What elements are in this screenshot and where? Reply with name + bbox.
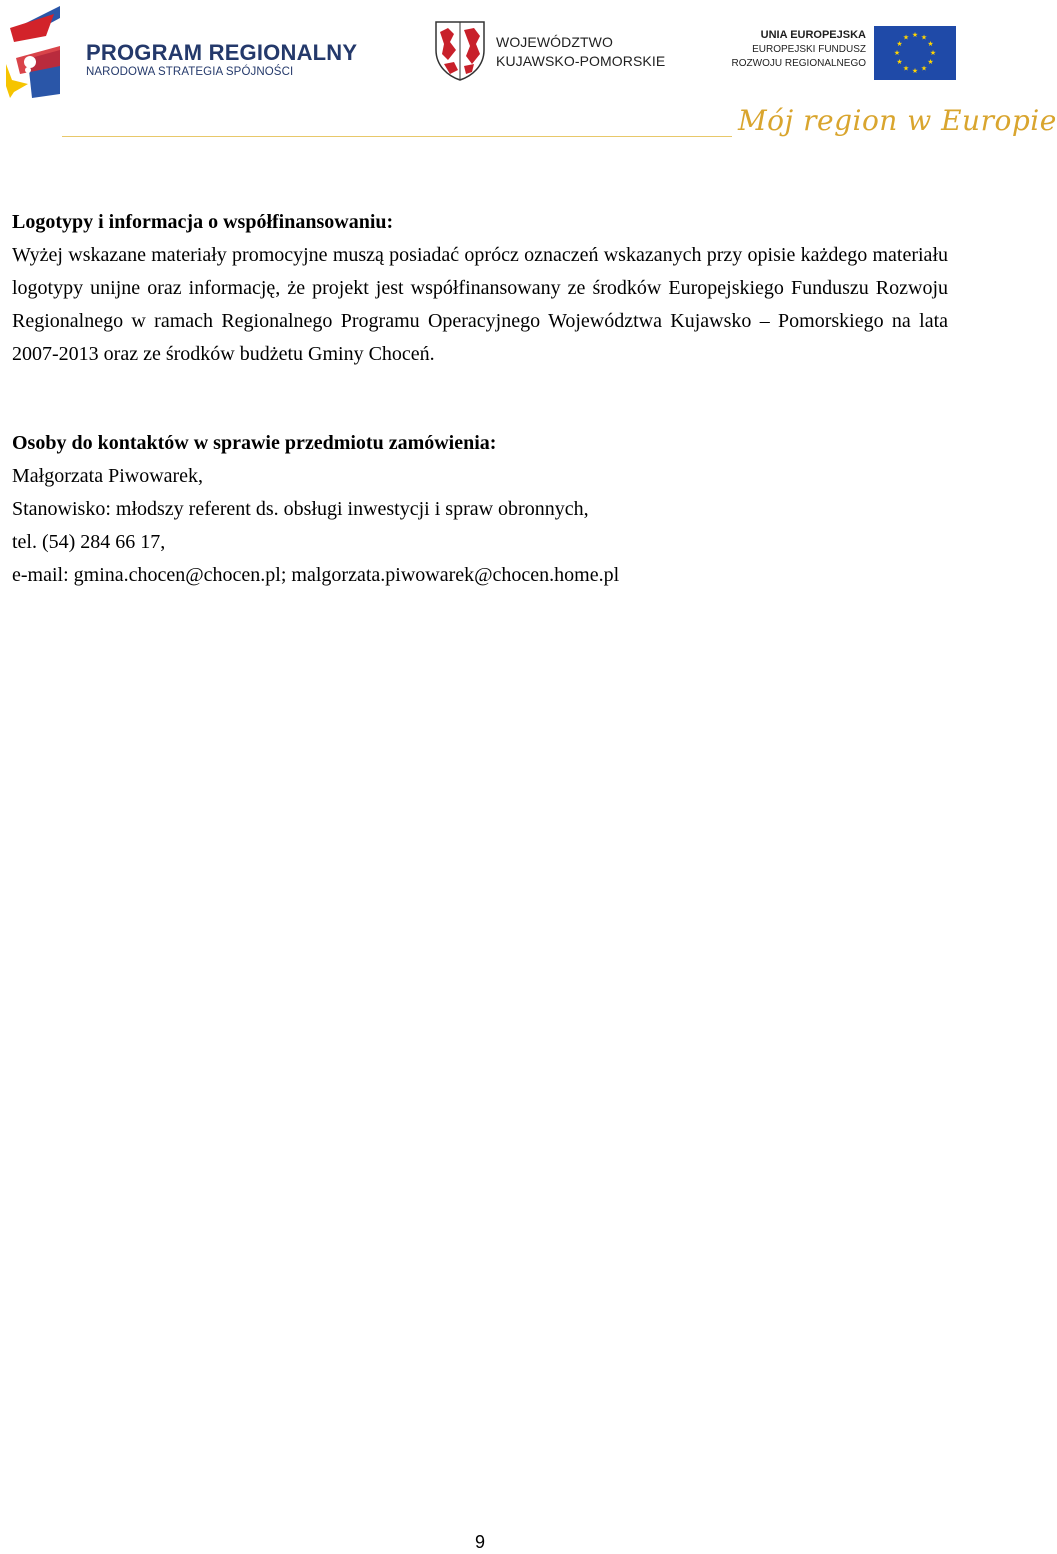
document-body: [12, 206, 948, 592]
program-regionalny-subtitle: NARODOWA STRATEGIA SPÓJNOŚCI: [86, 66, 294, 78]
kujawsko-pomorskie-logo: [434, 20, 674, 82]
header-divider: [62, 136, 732, 137]
svg-text:★: ★: [927, 40, 934, 48]
svg-text:★: ★: [902, 64, 910, 73]
eu-logo: [731, 26, 956, 82]
svg-text:★: ★: [927, 58, 934, 66]
svg-text:★: ★: [911, 67, 919, 75]
contact-position: Stanowisko: młodszy referent ds. obsługi inwestycji i spraw obronnych,: [12, 498, 589, 520]
crest-icon: [434, 20, 486, 82]
program-regionalny-logo: [6, 6, 356, 98]
svg-text:★: ★: [911, 31, 919, 39]
region-name-line1: WOJEWÓDZTWO: [496, 34, 613, 50]
svg-text:★: ★: [902, 33, 910, 42]
contact-email: e-mail: gmina.chocen@chocen.pl; malgorzata.piwowarek@chocen.home.pl: [12, 564, 620, 586]
eu-line2: EUROPEJSKI FUNDUSZ: [752, 44, 866, 55]
page-header: [0, 0, 1057, 160]
program-regionalny-mark-icon: [6, 6, 78, 98]
eu-text: [732, 28, 866, 71]
svg-text:★: ★: [896, 40, 903, 48]
section2-heading: Osoby do kontaktów w sprawie przedmiotu zamówienia:: [12, 432, 497, 454]
svg-text:★: ★: [893, 49, 901, 57]
eu-line1: UNIA EUROPEJSKA: [760, 29, 866, 41]
page-number: 9: [474, 1532, 485, 1552]
program-regionalny-title: PROGRAM REGIONALNY: [86, 40, 358, 65]
contact-phone: tel. (54) 284 66 17,: [12, 531, 166, 553]
svg-text:★: ★: [920, 64, 928, 73]
slogan: Mój region w Europie: [738, 104, 1057, 137]
section1-paragraph: Wyżej wskazane materiały promocyjne muszą posiadać oprócz oznaczeń wskazanych przy opisie każdego materiału logotypy unijne oraz informację, że projekt jest współfinansowany ze środków Europejskiego Funduszu Rozwoju Regionalnego w ramach Regionalnego Programu Operacyjnego Województwa Kujawsko – Pomorskiego na lata 2007-2013 oraz ze środków budżetu Gminy Choceń.: [12, 244, 948, 365]
section1-heading: Logotypy i informacja o współfinansowaniu:: [12, 211, 394, 233]
svg-text:★: ★: [896, 58, 903, 66]
contact-section: [12, 427, 948, 592]
eu-flag-icon: [874, 26, 956, 80]
contact-name: Małgorzata Piwowarek,: [12, 465, 204, 487]
region-name-line2: KUJAWSKO-POMORSKIE: [496, 53, 666, 69]
eu-line3: ROZWOJU REGIONALNEGO: [731, 58, 866, 69]
svg-text:★: ★: [929, 49, 937, 57]
svg-text:★: ★: [920, 33, 928, 42]
